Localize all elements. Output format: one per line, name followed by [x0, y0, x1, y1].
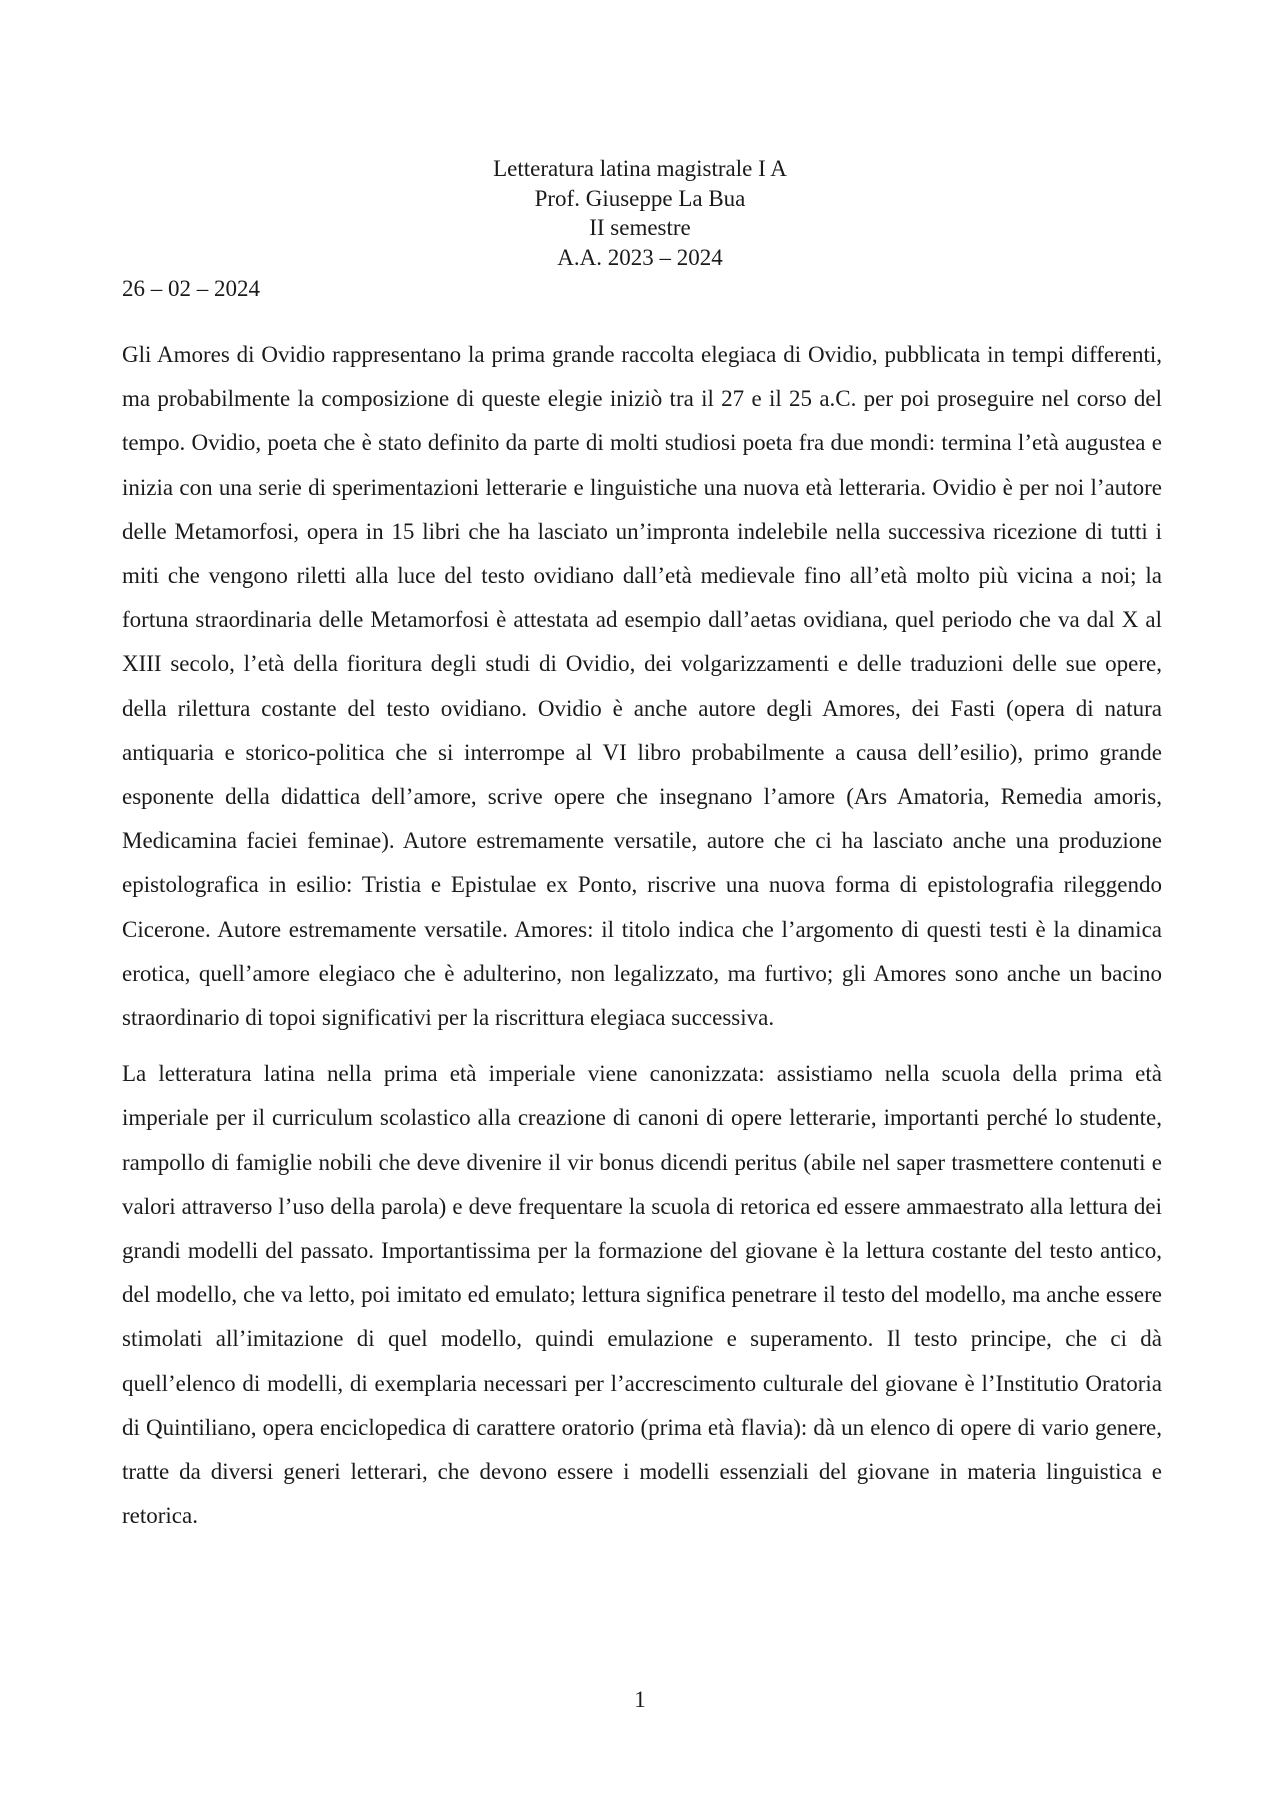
academic-year: A.A. 2023 – 2024	[557, 244, 723, 270]
professor-name: Prof. Giuseppe La Bua	[534, 185, 746, 211]
semester-label: II semestre	[589, 215, 691, 240]
lecture-date: 26 – 02 – 2024	[122, 276, 260, 301]
document-header	[0, 154, 1280, 272]
course-title: Letteratura latina magistrale I A	[493, 156, 787, 181]
paragraph-2: La letteratura latina nella prima età imperiale viene canonizzata: assistiamo nella scuola della prima età imperiale per il curriculum scolastico alla creazione di canoni di opere letterarie, importanti perché lo studente, rampollo di famiglie nobili che deve divenire il vir bonus dicendi peritus (abile nel saper trasmettere contenuti e valori attraverso l’uso della parola) e deve frequentare la scuola di retorica ed essere ammaestrato alla lettura dei grandi modelli del passato. Importantissima per la formazione del giovane è la lettura costante del testo antico, del modello, che va letto, poi imitato ed emulato; lettura significa penetrare il testo del modello, ma anche essere stimolati all’imitazione di quel modello, quindi emulazione e superamento. Il testo principe, che ci dà quell’elenco di modelli, di exemplaria necessari per l’accrescimento culturale del giovane è l’Institutio Oratoria di Quintiliano, opera enciclopedica di carattere oratorio (prima età flavia): dà un elenco di opere di vario genere, tratte da diversi generi letterari, che devono essere i modelli essenziali del giovane in materia linguistica e retorica.	[122, 1061, 1162, 1529]
paragraph-1: Gli Amores di Ovidio rappresentano la prima grande raccolta elegiaca di Ovidio, pubblicata in tempi differenti, ma probabilmente la composizione di queste elegie iniziò tra il 27 e il 25 a.C. per poi proseguire nel corso del tempo. Ovidio, poeta che è stato definito da parte di molti studiosi poeta fra due mondi: termina l’età augustea e inizia con una serie di sperimentazioni letterarie e linguistiche una nuova età letteraria. Ovidio è per noi l’autore delle Metamorfosi, opera in 15 libri che ha lasciato un’impronta indelebile nella successiva ricezione di tutti i miti che vengono riletti alla luce del testo ovidiano dall’età medievale fino all’età molto più vicina a noi; la fortuna straordinaria delle Metamorfosi è attestata ad esempio dall’aetas ovidiana, quel periodo che va dal X al XIII secolo, l’età della fioritura degli studi di Ovidio, dei volgarizzamenti e delle traduzioni delle sue opere, della rilettura costante del testo ovidiano. Ovidio è anche autore degli Amores, dei Fasti (opera di natura antiquaria e storico-politica che si interrompe al VI libro probabilmente a causa dell’esilio), primo grande esponente della didattica dell’amore, scrive opere che insegnano l’amore (Ars Amatoria, Remedia amoris, Medicamina faciei feminae). Autore estremamente versatile, autore che ci ha lasciato anche una produzione epistolografica in esilio: Tristia e Epistulae ex Ponto, riscrive una nuova forma di epistolografia rileggendo Cicerone. Autore estremamente versatile. Amores: il titolo indica che l’argomento di questi testi è la dinamica erotica, quell’amore elegiaco che è adulterino, non legalizzato, ma furtivo; gli Amores sono anche un bacino straordinario di topoi significativi per la riscrittura elegiaca successiva.	[122, 342, 1162, 1031]
page-number: 1	[634, 1687, 646, 1712]
document-body	[122, 333, 1162, 1538]
